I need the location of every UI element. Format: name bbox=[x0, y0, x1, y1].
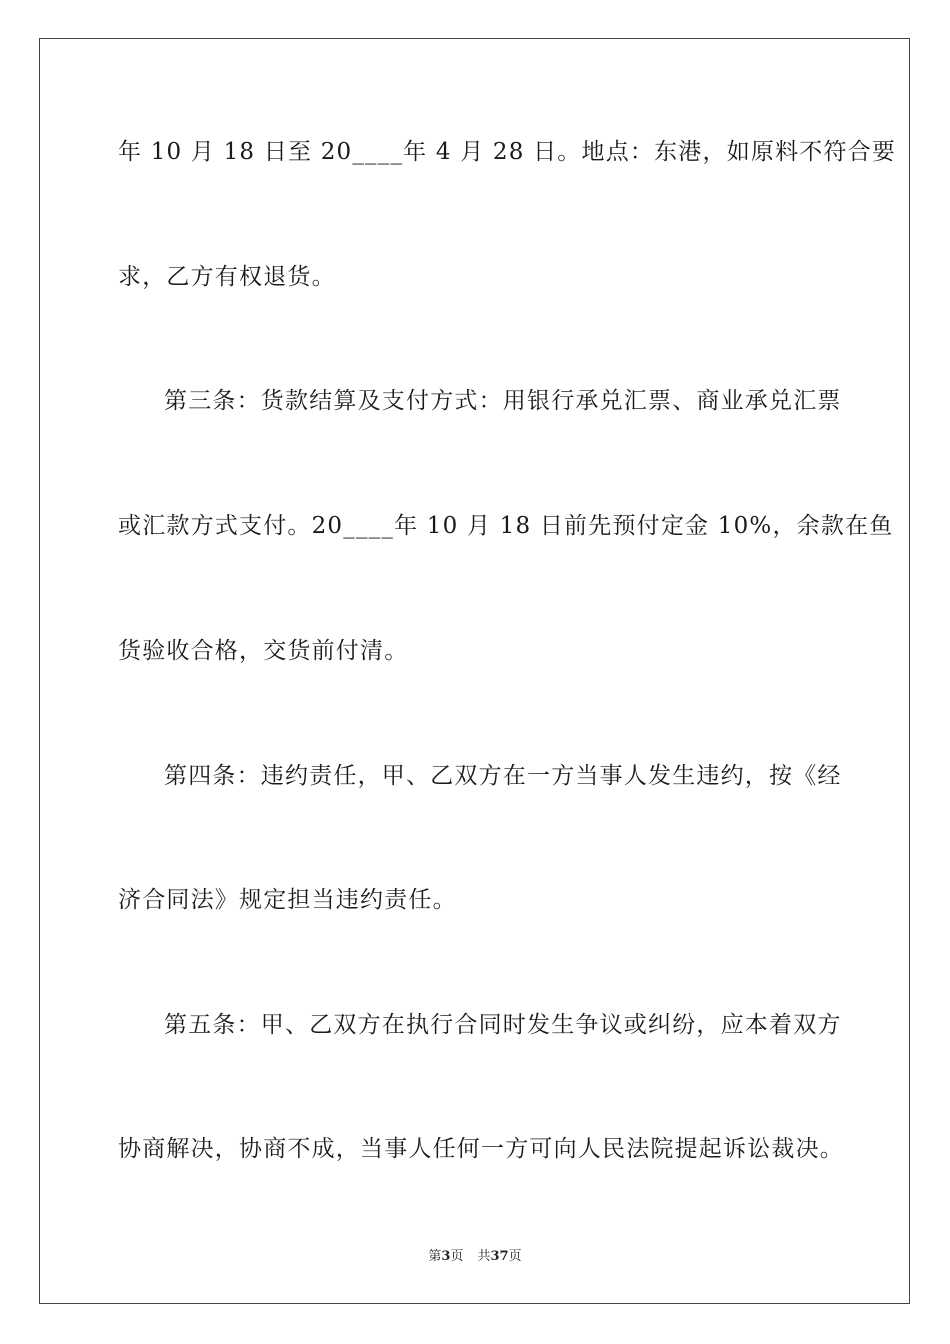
clause-4-line: 第四条：违约责任，甲、乙双方在一方当事人发生违约，按《经 bbox=[164, 763, 842, 789]
page-number: 3 bbox=[441, 1249, 451, 1264]
page-prefix: 第 bbox=[428, 1249, 442, 1264]
body-line: 货验收合格，交货前付清。 bbox=[118, 638, 409, 664]
body-line: 或汇款方式支付。20____年 10 月 18 日前先预付定金 10%，余款在鱼 bbox=[118, 513, 894, 539]
body-line: 求，乙方有权退货。 bbox=[118, 264, 336, 290]
clause-3-line: 第三条：货款结算及支付方式：用银行承兑汇票、商业承兑汇票 bbox=[164, 388, 842, 414]
page-suffix: 页 bbox=[450, 1249, 464, 1264]
page-border bbox=[39, 38, 910, 1304]
body-line: 协商解决，协商不成，当事人任何一方可向人民法院提起诉讼裁决。 bbox=[118, 1136, 844, 1162]
total-pages: 37 bbox=[490, 1249, 509, 1264]
body-line: 济合同法》规定担当违约责任。 bbox=[118, 887, 457, 913]
clause-5-line: 第五条：甲、乙双方在执行合同时发生争议或纠纷，应本着双方 bbox=[164, 1012, 842, 1038]
total-prefix: 共 bbox=[477, 1249, 491, 1264]
body-line: 年 10 月 18 日至 20____年 4 月 28 日。地点：东港，如原料不符合要 bbox=[118, 139, 897, 165]
total-suffix: 页 bbox=[508, 1249, 522, 1264]
page-footer bbox=[0, 1248, 950, 1266]
